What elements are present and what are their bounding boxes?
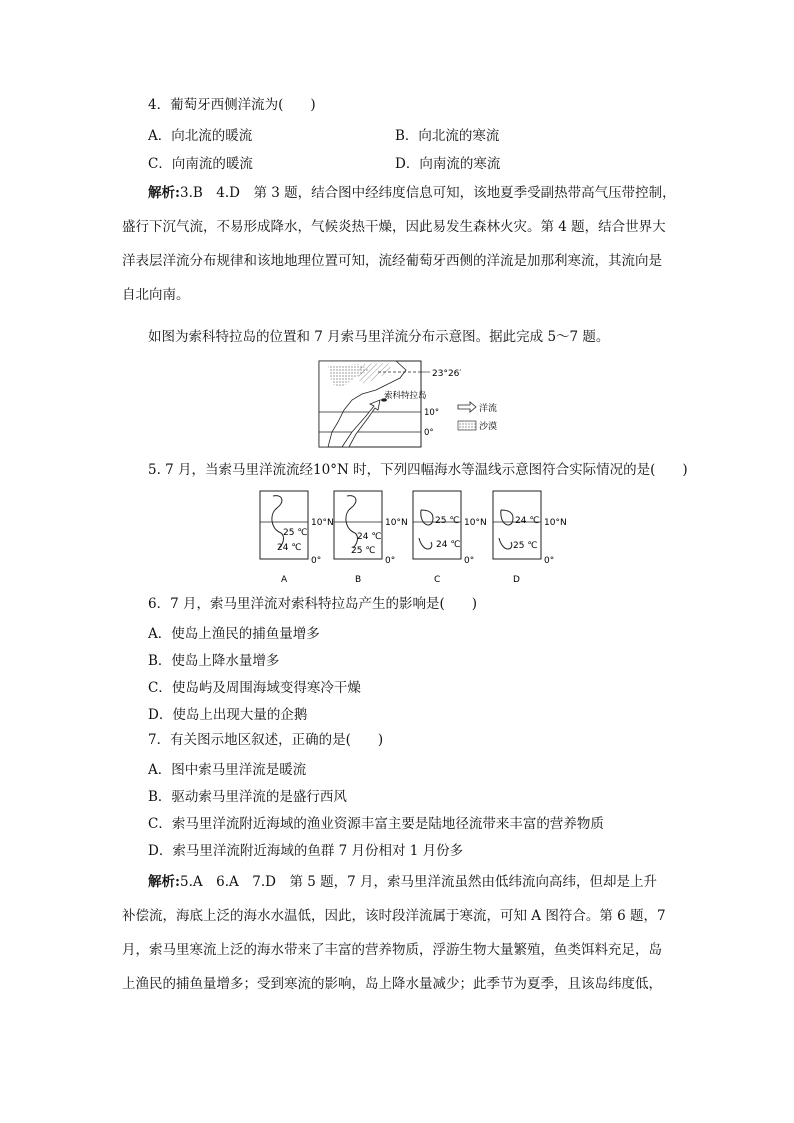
q6-option-b: B．使岛上降水量增多 [148,653,280,669]
panel-d-temp-lower: 25 ℃ [513,541,538,551]
intro-text: 如图为索科特拉岛的位置和 7 月索马里洋流分布示意图。据此完成 5～7 题。 [148,329,610,345]
q4-stem: 4．葡萄牙西侧洋流为( ) [148,97,316,113]
q7-option-d: D．索马里洋流附近海域的鱼群 7 月份相对 1 月份多 [148,843,464,859]
q7-option-c: C．索马里洋流附近海域的渔业资源丰富主要是陆地径流带来丰富的营养物质 [148,816,604,832]
q5-stem: 5. 7 月，当索马里洋流流经10°N 时，下列四幅海水等温线示意图符合实际情况的是( ) [148,462,688,478]
panel-b-temp-upper: 24 ℃ [357,532,382,542]
panel-b-label: B [355,575,362,585]
panel-d [493,491,541,585]
q6-option-d: D．使岛上出现大量的企鹅 [148,707,308,723]
legend-desert-label: 沙漠 [479,422,498,432]
panel-d-lat-0: 0° [544,556,555,566]
panel-c-temp-lower: 24 ℃ [436,540,461,550]
q6-option-a: A．使岛上渔民的捕鱼量增多 [148,626,320,642]
panel-a-lat-0: 0° [311,556,322,566]
panel-d-temp-upper: 24 ℃ [515,516,540,526]
socotra-map [318,360,518,452]
answer2-line-3: 月，索马里寒流上泛的海水带来了丰富的营养物质，浮游生物大量繁殖，鱼类饵料充足，岛 [122,942,662,958]
panel-a-temp-upper: 25 ℃ [283,528,308,538]
panel-a-label: A [281,575,288,585]
panel-c-lat-10: 10°N [464,518,487,528]
panel-d-lat-10: 10°N [544,518,567,528]
answer1-label: 解析: [148,185,180,201]
panel-c-temp-upper: 25 ℃ [435,516,460,526]
q5-isotherm-figures [255,488,575,588]
answer2-line-4: 上渔民的捕鱼量增多；受到寒流的影响，岛上降水量减少；此季节为夏季，且该岛纬度低， [122,976,662,992]
answer2-line-1 [148,873,657,891]
panel-c-label: C [434,575,441,585]
q7-option-b: B．驱动索马里洋流的是盛行西风 [148,789,347,805]
q4-option-b: B．向北流的寒流 [395,128,500,144]
panel-a-lat-10: 10°N [311,518,334,528]
panel-c [413,491,461,585]
panel-b [334,491,382,585]
lat-10-label: 10° [424,408,440,418]
panel-d-label: D [513,575,520,585]
legend-current-label: 洋流 [479,404,498,414]
answer1-line-1 [148,184,676,202]
panel-b-lat-10: 10°N [385,518,408,528]
answer2-label: 解析: [148,874,180,890]
lat-tropic-label: 23°26′ [432,369,462,379]
panel-c-lat-0: 0° [464,556,475,566]
panel-a [260,491,308,585]
legend-current-icon [458,402,476,412]
q6-stem: 6．7 月，索马里洋流对索科特拉岛产生的影响是( ) [148,596,478,612]
q4-option-d: D．向南流的寒流 [395,156,501,172]
answer1-line-3: 洋表层洋流分布规律和该地地理位置可知，流经葡萄牙西侧的洋流是加那利寒流，其流向是 [122,253,662,269]
q4-option-c: C．向南流的暖流 [148,156,253,172]
q4-option-a: A．向北流的暖流 [148,128,253,144]
answer2-line-2: 补偿流，海底上泛的海水水温低，因此，该时段洋流属于寒流，可知 A 图符合。第 6 题，7 [122,908,666,924]
answer1-text-1: 3.B 4.D 第 3 题，结合图中经纬度信息可知，该地夏季受副热带高气压带控制， [179,185,676,201]
answer1-line-4: 自北向南。 [122,287,190,303]
island-label: 索科特拉岛 [384,391,427,401]
q6-option-c: C．使岛屿及周围海域变得寒冷干燥 [148,680,361,696]
panel-b-lat-0: 0° [385,556,396,566]
panel-a-temp-lower: 24 ℃ [277,543,302,553]
q7-option-a: A．图中索马里洋流是暖流 [148,762,307,778]
legend-desert-icon [458,421,476,430]
answer1-line-2: 盛行下沉气流，不易形成降水，气候炎热干燥，因此易发生森林火灾。第 4 题，结合世界大 [122,219,666,235]
lat-0-label: 0° [424,428,434,438]
q7-stem: 7．有关图示地区叙述，正确的是( ) [148,732,384,748]
panel-b-temp-lower: 25 ℃ [351,546,376,556]
answer2-text-1: 5.A 6.A 7.D 第 5 题，7 月，索马里洋流虽然由低纬流向高纬，但却是上升 [179,874,657,890]
